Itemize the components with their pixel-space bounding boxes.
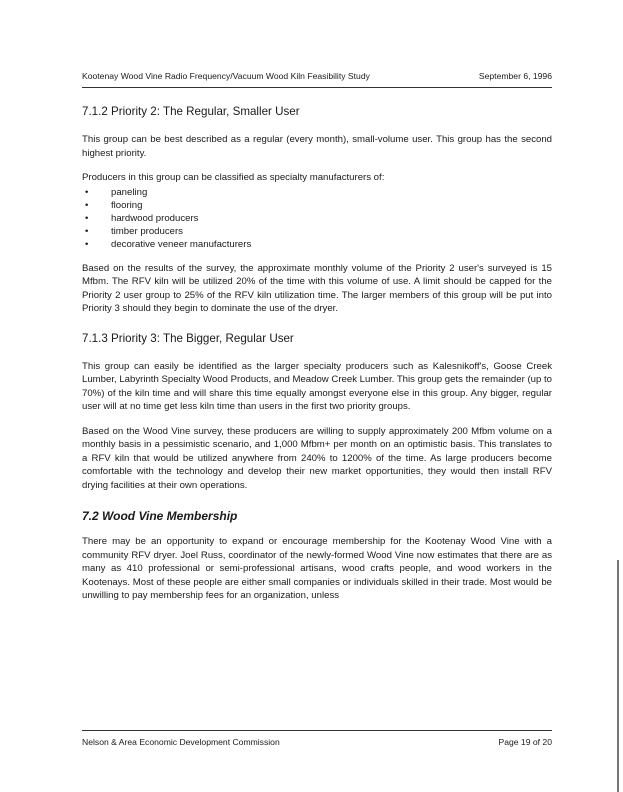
page-content (82, 105, 552, 614)
paragraph: This group can be best described as a regular (every month), small-volume user. This group has the second highest priority. (82, 134, 552, 159)
paragraph: There may be an opportunity to expand or encourage membership for the Kootenay Wood Vine with a community RFV dryer. Joel Russ, coordinator of the newly-formed Wood Vine now estimates that there are as many as 410 professional or semi-professional artisans, wood crafts people, and wood workers in the Kootenays. Most of these people are either small companies or individuals skilled in their trade. Most would be unwilling to pay membership fees for an organization, unless (82, 536, 552, 601)
footer-org: Nelson & Area Economic Development Commission (82, 737, 280, 747)
page-footer (82, 730, 552, 747)
page-number: Page 19 of 20 (498, 737, 552, 747)
list-item: • hardwood producers (85, 212, 199, 224)
bullet-list (82, 186, 552, 251)
header-date: September 6, 1996 (478, 71, 552, 81)
scan-edge-line (617, 560, 619, 792)
section-heading: 7.1.3 Priority 3: The Bigger, Regular User (82, 331, 294, 345)
header-title: Kootenay Wood Vine Radio Frequency/Vacuum Wood Kiln Feasibility Study (82, 71, 370, 81)
list-item: • timber producers (85, 225, 183, 237)
page-header (82, 71, 552, 88)
list-item: • flooring (85, 199, 143, 211)
list-item: • paneling (85, 186, 148, 198)
section-heading: 7.2 Wood Vine Membership (82, 509, 238, 523)
section-heading: 7.1.2 Priority 2: The Regular, Smaller User (82, 105, 300, 118)
paragraph: Based on the Wood Vine survey, these producers are willing to supply approximately 200 Mfbm volume on a monthly basis in a pessimistic scenario, and 1,000 Mfbm+ per month on an optimistic basis. This translates to a RFV kiln that would be utilized anywhere from 240% to 1200% of the time. As large producers become comfortable with the technology and develop their new market opportunities, they would then install RFV drying facilities at their own operations. (82, 425, 552, 491)
paragraph: Producers in this group can be classified as specialty manufacturers of: (82, 172, 385, 183)
section-7-1-3 (82, 332, 552, 493)
section-7-2 (82, 509, 552, 603)
paragraph: Based on the results of the survey, the approximate monthly volume of the Priority 2 user's surveyed is 15 Mfbm. The RFV kiln will be utilized 20% of the time with this volume of use. A limit should be capped for the Priority 2 user group to 25% of the RFV kiln utilization time. The larger members of this group will be put into Priority 3 should they begin to dominate the use of the dryer. (82, 262, 552, 314)
list-item: • decorative veneer manufacturers (85, 238, 252, 250)
paragraph: This group can easily be identified as the larger specialty producers such as Kalesnikoff's, Goose Creek Lumber, Labyrinth Specialty Wood Products, and Meadow Creek Lumber. This group gets the remainder (up to 70%) of the kiln time and will share this time equally amongst everyone else in this group. Any bigger, regular user will at no time get less kiln time than users in the first two priority groups. (82, 360, 552, 412)
section-7-1-2 (82, 105, 552, 316)
